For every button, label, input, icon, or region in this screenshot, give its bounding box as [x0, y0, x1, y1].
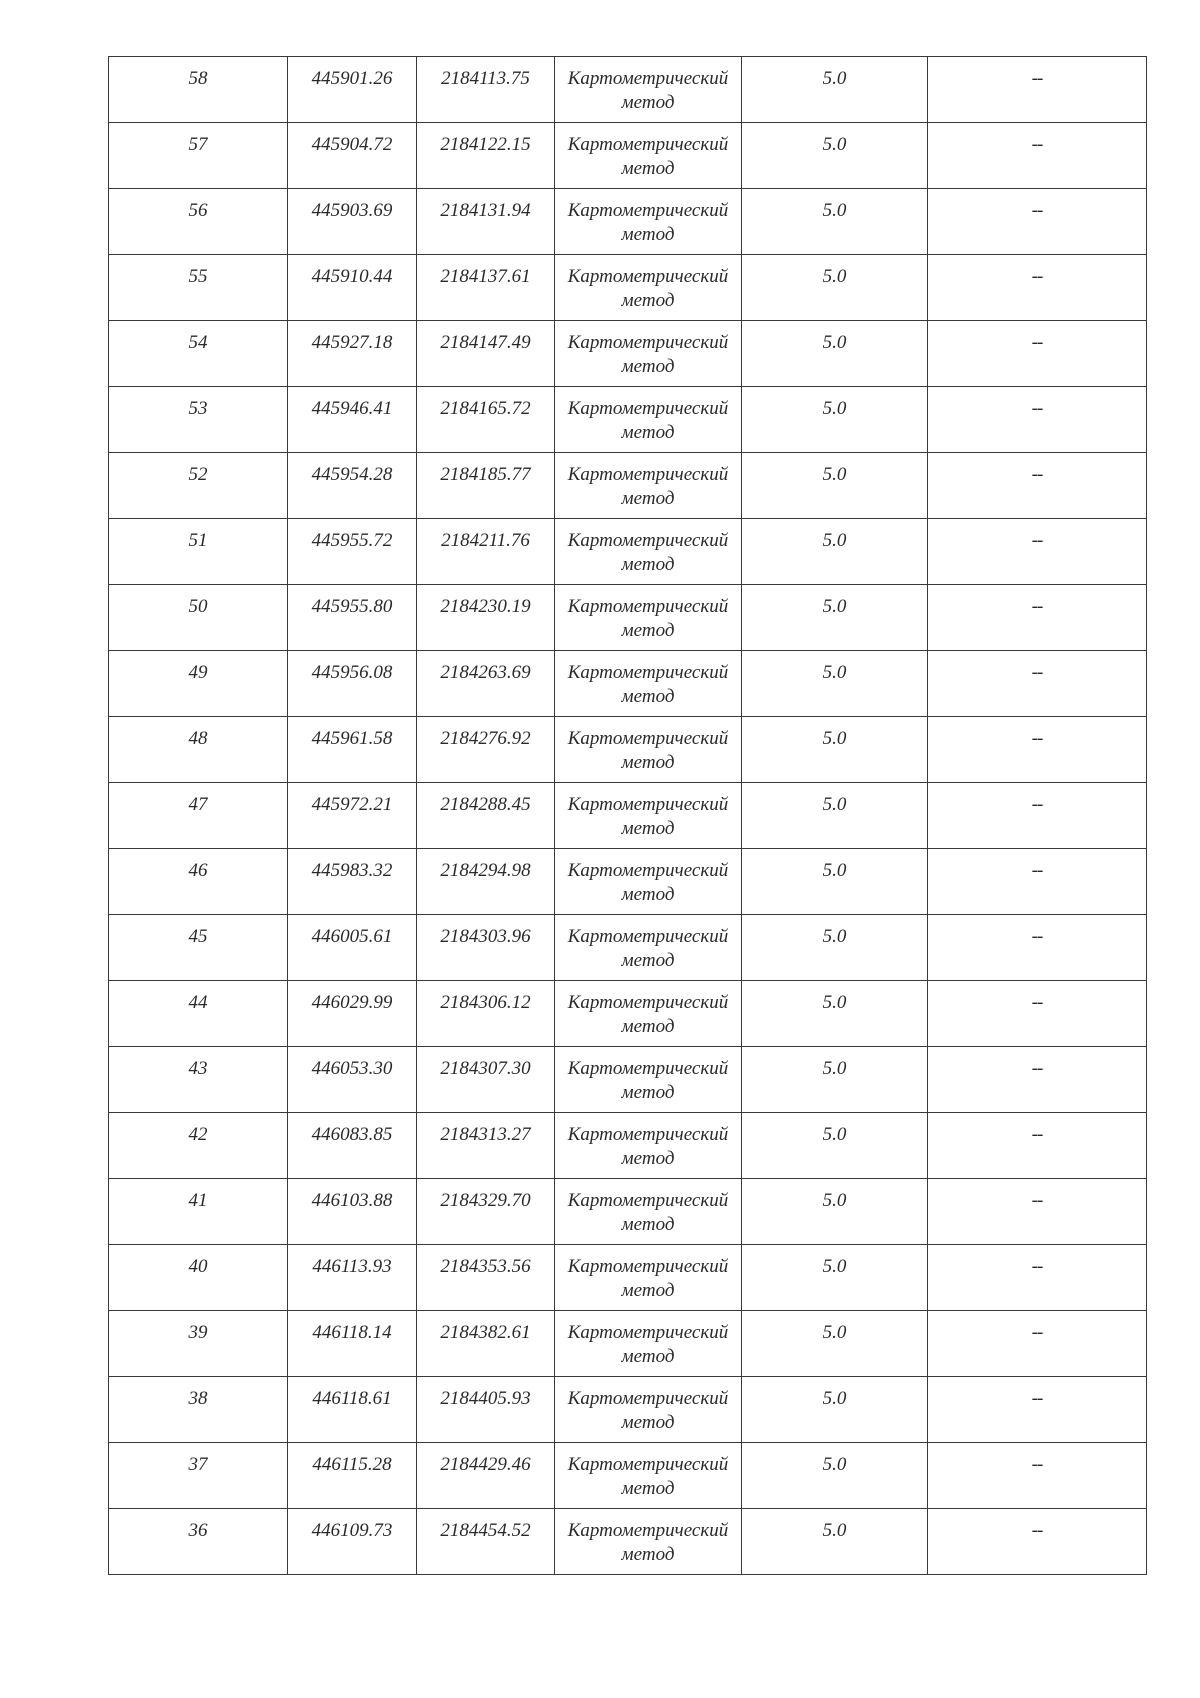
- accuracy-cell: 5.0: [742, 321, 928, 387]
- table-row: [109, 453, 1147, 519]
- accuracy-cell: 5.0: [742, 1179, 928, 1245]
- note-cell: --: [928, 1311, 1147, 1377]
- y-coordinate-cell: 2184429.46: [417, 1443, 555, 1509]
- note-cell: --: [928, 453, 1147, 519]
- y-coordinate-cell: 2184382.61: [417, 1311, 555, 1377]
- table-row: [109, 387, 1147, 453]
- x-coordinate-cell: 446118.61: [288, 1377, 417, 1443]
- x-coordinate-cell: 446115.28: [288, 1443, 417, 1509]
- x-coordinate-cell: 445954.28: [288, 453, 417, 519]
- x-coordinate-cell: 445961.58: [288, 717, 417, 783]
- point-number-cell: 39: [109, 1311, 288, 1377]
- y-coordinate-cell: 2184313.27: [417, 1113, 555, 1179]
- point-number-cell: 50: [109, 585, 288, 651]
- table-row: [109, 57, 1147, 123]
- x-coordinate-cell: 445904.72: [288, 123, 417, 189]
- x-coordinate-cell: 446029.99: [288, 981, 417, 1047]
- note-cell: --: [928, 783, 1147, 849]
- accuracy-cell: 5.0: [742, 651, 928, 717]
- accuracy-cell: 5.0: [742, 1245, 928, 1311]
- accuracy-cell: 5.0: [742, 57, 928, 123]
- method-cell: Картометрический метод: [555, 1311, 742, 1377]
- point-number-cell: 44: [109, 981, 288, 1047]
- y-coordinate-cell: 2184454.52: [417, 1509, 555, 1575]
- y-coordinate-cell: 2184294.98: [417, 849, 555, 915]
- method-cell: Картометрический метод: [555, 1377, 742, 1443]
- x-coordinate-cell: 445901.26: [288, 57, 417, 123]
- x-coordinate-cell: 445956.08: [288, 651, 417, 717]
- table-row: [109, 321, 1147, 387]
- y-coordinate-cell: 2184329.70: [417, 1179, 555, 1245]
- x-coordinate-cell: 445955.80: [288, 585, 417, 651]
- method-cell: Картометрический метод: [555, 1179, 742, 1245]
- point-number-cell: 55: [109, 255, 288, 321]
- point-number-cell: 42: [109, 1113, 288, 1179]
- x-coordinate-cell: 446103.88: [288, 1179, 417, 1245]
- coordinates-table: [108, 56, 1147, 1575]
- accuracy-cell: 5.0: [742, 981, 928, 1047]
- y-coordinate-cell: 2184131.94: [417, 189, 555, 255]
- point-number-cell: 48: [109, 717, 288, 783]
- method-cell: Картометрический метод: [555, 717, 742, 783]
- note-cell: --: [928, 1443, 1147, 1509]
- note-cell: --: [928, 585, 1147, 651]
- table-row: [109, 189, 1147, 255]
- y-coordinate-cell: 2184405.93: [417, 1377, 555, 1443]
- method-cell: Картометрический метод: [555, 915, 742, 981]
- note-cell: --: [928, 849, 1147, 915]
- y-coordinate-cell: 2184185.77: [417, 453, 555, 519]
- note-cell: --: [928, 915, 1147, 981]
- note-cell: --: [928, 255, 1147, 321]
- method-cell: Картометрический метод: [555, 849, 742, 915]
- x-coordinate-cell: 446083.85: [288, 1113, 417, 1179]
- y-coordinate-cell: 2184263.69: [417, 651, 555, 717]
- method-cell: Картометрический метод: [555, 1443, 742, 1509]
- method-cell: Картометрический метод: [555, 189, 742, 255]
- x-coordinate-cell: 446053.30: [288, 1047, 417, 1113]
- point-number-cell: 43: [109, 1047, 288, 1113]
- table-row: [109, 123, 1147, 189]
- accuracy-cell: 5.0: [742, 1509, 928, 1575]
- x-coordinate-cell: 445903.69: [288, 189, 417, 255]
- point-number-cell: 47: [109, 783, 288, 849]
- point-number-cell: 46: [109, 849, 288, 915]
- table-row: [109, 849, 1147, 915]
- y-coordinate-cell: 2184122.15: [417, 123, 555, 189]
- table-row: [109, 1509, 1147, 1575]
- note-cell: --: [928, 1377, 1147, 1443]
- note-cell: --: [928, 123, 1147, 189]
- point-number-cell: 38: [109, 1377, 288, 1443]
- accuracy-cell: 5.0: [742, 585, 928, 651]
- x-coordinate-cell: 445946.41: [288, 387, 417, 453]
- table-row: [109, 519, 1147, 585]
- x-coordinate-cell: 446005.61: [288, 915, 417, 981]
- note-cell: --: [928, 387, 1147, 453]
- point-number-cell: 40: [109, 1245, 288, 1311]
- accuracy-cell: 5.0: [742, 717, 928, 783]
- x-coordinate-cell: 446109.73: [288, 1509, 417, 1575]
- note-cell: --: [928, 189, 1147, 255]
- method-cell: Картометрический метод: [555, 453, 742, 519]
- point-number-cell: 49: [109, 651, 288, 717]
- y-coordinate-cell: 2184137.61: [417, 255, 555, 321]
- note-cell: --: [928, 57, 1147, 123]
- method-cell: Картометрический метод: [555, 981, 742, 1047]
- x-coordinate-cell: 446118.14: [288, 1311, 417, 1377]
- table-row: [109, 1377, 1147, 1443]
- method-cell: Картометрический метод: [555, 519, 742, 585]
- y-coordinate-cell: 2184307.30: [417, 1047, 555, 1113]
- point-number-cell: 53: [109, 387, 288, 453]
- point-number-cell: 57: [109, 123, 288, 189]
- table-row: [109, 1179, 1147, 1245]
- x-coordinate-cell: 445972.21: [288, 783, 417, 849]
- table-row: [109, 1311, 1147, 1377]
- note-cell: --: [928, 981, 1147, 1047]
- y-coordinate-cell: 2184276.92: [417, 717, 555, 783]
- table-row: [109, 255, 1147, 321]
- x-coordinate-cell: 446113.93: [288, 1245, 417, 1311]
- accuracy-cell: 5.0: [742, 1443, 928, 1509]
- note-cell: --: [928, 1245, 1147, 1311]
- note-cell: --: [928, 321, 1147, 387]
- y-coordinate-cell: 2184303.96: [417, 915, 555, 981]
- point-number-cell: 41: [109, 1179, 288, 1245]
- accuracy-cell: 5.0: [742, 123, 928, 189]
- table-row: [109, 585, 1147, 651]
- method-cell: Картометрический метод: [555, 651, 742, 717]
- note-cell: --: [928, 651, 1147, 717]
- table-row: [109, 717, 1147, 783]
- y-coordinate-cell: 2184306.12: [417, 981, 555, 1047]
- point-number-cell: 51: [109, 519, 288, 585]
- table-row: [109, 1113, 1147, 1179]
- note-cell: --: [928, 519, 1147, 585]
- method-cell: Картометрический метод: [555, 1113, 742, 1179]
- x-coordinate-cell: 445910.44: [288, 255, 417, 321]
- table-row: [109, 981, 1147, 1047]
- note-cell: --: [928, 717, 1147, 783]
- accuracy-cell: 5.0: [742, 1113, 928, 1179]
- accuracy-cell: 5.0: [742, 1047, 928, 1113]
- method-cell: Картометрический метод: [555, 1047, 742, 1113]
- point-number-cell: 52: [109, 453, 288, 519]
- method-cell: Картометрический метод: [555, 255, 742, 321]
- table-row: [109, 651, 1147, 717]
- method-cell: Картометрический метод: [555, 387, 742, 453]
- table-row: [109, 783, 1147, 849]
- note-cell: --: [928, 1047, 1147, 1113]
- y-coordinate-cell: 2184147.49: [417, 321, 555, 387]
- note-cell: --: [928, 1179, 1147, 1245]
- method-cell: Картометрический метод: [555, 123, 742, 189]
- method-cell: Картометрический метод: [555, 321, 742, 387]
- note-cell: --: [928, 1113, 1147, 1179]
- x-coordinate-cell: 445983.32: [288, 849, 417, 915]
- method-cell: Картометрический метод: [555, 585, 742, 651]
- point-number-cell: 58: [109, 57, 288, 123]
- accuracy-cell: 5.0: [742, 519, 928, 585]
- method-cell: Картометрический метод: [555, 1245, 742, 1311]
- x-coordinate-cell: 445927.18: [288, 321, 417, 387]
- accuracy-cell: 5.0: [742, 453, 928, 519]
- table-row: [109, 1245, 1147, 1311]
- note-cell: --: [928, 1509, 1147, 1575]
- method-cell: Картометрический метод: [555, 57, 742, 123]
- table-row: [109, 1047, 1147, 1113]
- x-coordinate-cell: 445955.72: [288, 519, 417, 585]
- coordinates-table-body: [109, 57, 1147, 1575]
- accuracy-cell: 5.0: [742, 849, 928, 915]
- y-coordinate-cell: 2184353.56: [417, 1245, 555, 1311]
- accuracy-cell: 5.0: [742, 915, 928, 981]
- method-cell: Картометрический метод: [555, 1509, 742, 1575]
- table-row: [109, 915, 1147, 981]
- accuracy-cell: 5.0: [742, 1311, 928, 1377]
- accuracy-cell: 5.0: [742, 255, 928, 321]
- accuracy-cell: 5.0: [742, 387, 928, 453]
- table-row: [109, 1443, 1147, 1509]
- point-number-cell: 56: [109, 189, 288, 255]
- accuracy-cell: 5.0: [742, 189, 928, 255]
- y-coordinate-cell: 2184211.76: [417, 519, 555, 585]
- accuracy-cell: 5.0: [742, 783, 928, 849]
- point-number-cell: 36: [109, 1509, 288, 1575]
- y-coordinate-cell: 2184288.45: [417, 783, 555, 849]
- point-number-cell: 37: [109, 1443, 288, 1509]
- point-number-cell: 54: [109, 321, 288, 387]
- y-coordinate-cell: 2184165.72: [417, 387, 555, 453]
- point-number-cell: 45: [109, 915, 288, 981]
- method-cell: Картометрический метод: [555, 783, 742, 849]
- y-coordinate-cell: 2184230.19: [417, 585, 555, 651]
- y-coordinate-cell: 2184113.75: [417, 57, 555, 123]
- accuracy-cell: 5.0: [742, 1377, 928, 1443]
